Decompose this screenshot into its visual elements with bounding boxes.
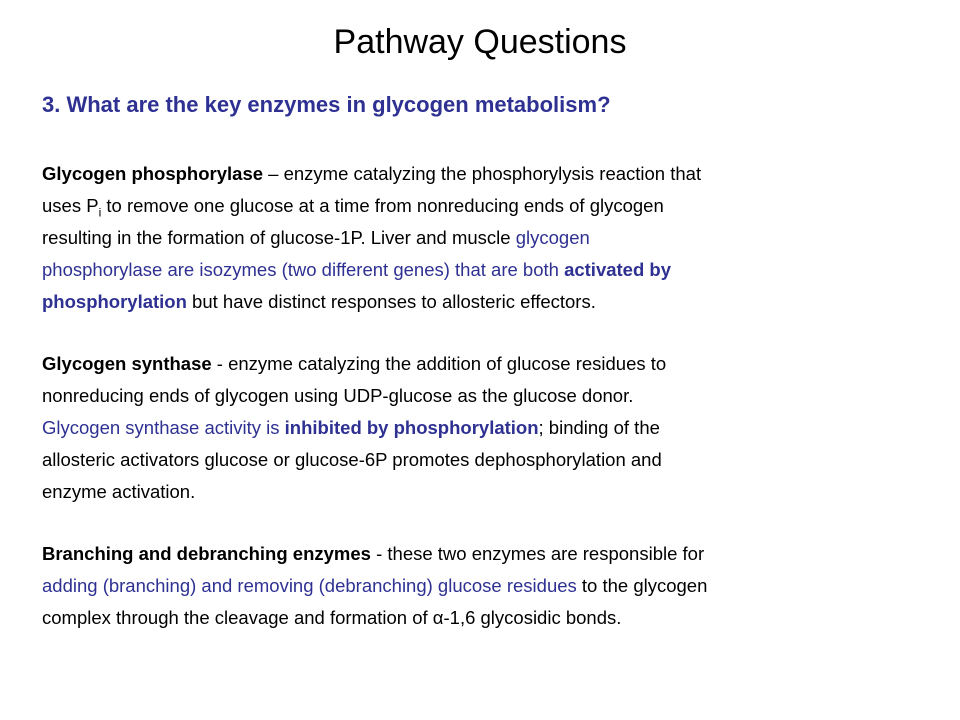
highlight-text: glycogen: [515, 227, 590, 248]
text-segment: to remove one glucose at a time from nonreducing ends of glycogen: [101, 195, 664, 216]
text-line: [42, 538, 922, 570]
text-line: [42, 158, 922, 190]
text-segment: to the glycogen: [576, 575, 708, 596]
text-line: [42, 348, 922, 380]
text-segment: uses P: [42, 195, 99, 216]
term-glycogen-synthase: Glycogen synthase: [42, 353, 212, 374]
text-segment: ; binding of the: [538, 417, 660, 438]
highlight-text: adding (branching) and removing (debranching) glucose residues: [42, 575, 577, 596]
term-glycogen-phosphorylase: Glycogen phosphorylase: [42, 163, 264, 184]
emphasis-text: inhibited by phosphorylation: [284, 417, 539, 438]
subscript: i: [98, 205, 102, 220]
text-line: allosteric activators glucose or glucose-6P promotes dephosphorylation and: [42, 449, 662, 470]
text-line: [42, 286, 922, 318]
text-line: [42, 412, 922, 444]
text-line: [42, 254, 922, 286]
paragraph-glycogen-synthase: [42, 348, 922, 508]
text-line: [42, 570, 922, 602]
highlight-text: phosphorylase are isozymes (two different genes) that are both: [42, 259, 565, 280]
text-segment: – enzyme catalyzing the phosphorylysis reaction that: [263, 163, 702, 184]
text-segment: - these two enzymes are responsible for: [370, 543, 705, 564]
text-line: [42, 190, 922, 222]
text-line: nonreducing ends of glycogen using UDP-glucose as the glucose donor.: [42, 385, 634, 406]
emphasis-text: activated by: [564, 259, 671, 280]
text-line: enzyme activation.: [42, 481, 196, 502]
emphasis-text: phosphorylation: [42, 291, 187, 312]
text-line: [42, 222, 922, 254]
paragraph-branching-enzymes: [42, 538, 922, 634]
text-segment: - enzyme catalyzing the addition of glucose residues to: [211, 353, 667, 374]
text-segment: but have distinct responses to allosteric effectors.: [186, 291, 596, 312]
question-heading: 3. What are the key enzymes in glycogen metabolism?: [42, 92, 611, 117]
text-line: complex through the cleavage and formation of α-1,6 glycosidic bonds.: [42, 607, 622, 628]
term-branching-enzymes: Branching and debranching enzymes: [42, 543, 371, 564]
paragraph-glycogen-phosphorylase: [42, 158, 922, 318]
page-title: Pathway Questions: [333, 23, 627, 61]
highlight-text: Glycogen synthase activity is: [42, 417, 285, 438]
text-segment: resulting in the formation of glucose-1P. Liver and muscle: [42, 227, 516, 248]
